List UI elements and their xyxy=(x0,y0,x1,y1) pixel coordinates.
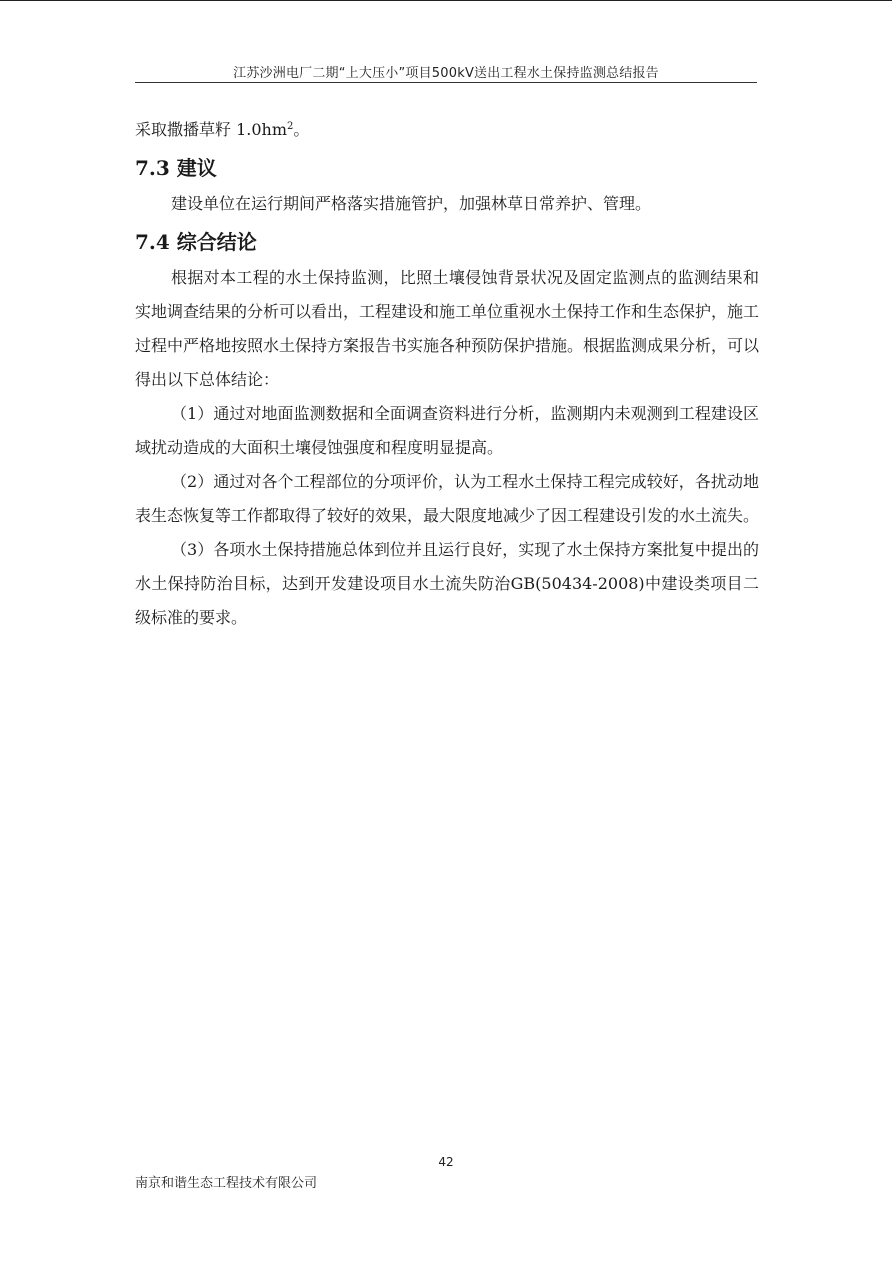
carryover-paragraph xyxy=(135,113,759,147)
conclusion-item-3: （3）各项水土保持措施总体到位并且运行良好，实现了水土保持方案批复中提出的水土保持防治目标，达到开发建设项目水土流失防治GB(50434-2008)中建设类项目二级标准的要求。 xyxy=(135,540,759,627)
footer-company-name: 南京和谐生态工程技术有限公司 xyxy=(135,1176,318,1191)
conclusion-item-1: （1）通过对地面监测数据和全面调查资料进行分析，监测期内未观测到工程建设区域扰动造成的大面积土壤侵蚀强度和程度明显提高。 xyxy=(135,404,759,457)
page-number: 42 xyxy=(438,1155,454,1169)
section-heading-7-4: 7.4 综合结论 xyxy=(135,230,257,254)
conclusion-item-2: （2）通过对各个工程部位的分项评价，认为工程水土保持工程完成较好，各扰动地表生态恢复等工作都取得了较好的效果，最大限度地减少了因工程建设引发的水土流失。 xyxy=(135,472,760,525)
page-top-border xyxy=(0,0,892,1)
header-divider xyxy=(135,82,757,83)
page-body xyxy=(135,113,759,635)
carryover-end: 。 xyxy=(293,120,310,139)
section-7-3-paragraph: 建设单位在运行期间严格落实措施管护，加强林草日常养护、管理。 xyxy=(171,194,652,213)
running-header: 江苏沙洲电厂二期“上大压小”项目500kV送出工程水土保持监测总结报告 xyxy=(233,66,659,81)
section-7-4-intro: 根据对本工程的水土保持监测，比照土壤侵蚀背景状况及固定监测点的监测结果和实地调查结果的分析可以看出，工程建设和施工单位重视水土保持工作和生态保护，施工过程中严格地按照水土保持方案报告书实施各种预防保护措施。根据监测成果分析，可以得出以下总体结论： xyxy=(135,268,760,389)
section-heading-7-3: 7.3 建议 xyxy=(135,156,217,180)
carryover-text: 采取撒播草籽 1.0hm xyxy=(135,120,288,139)
superscript-unit: 2 xyxy=(287,121,294,132)
